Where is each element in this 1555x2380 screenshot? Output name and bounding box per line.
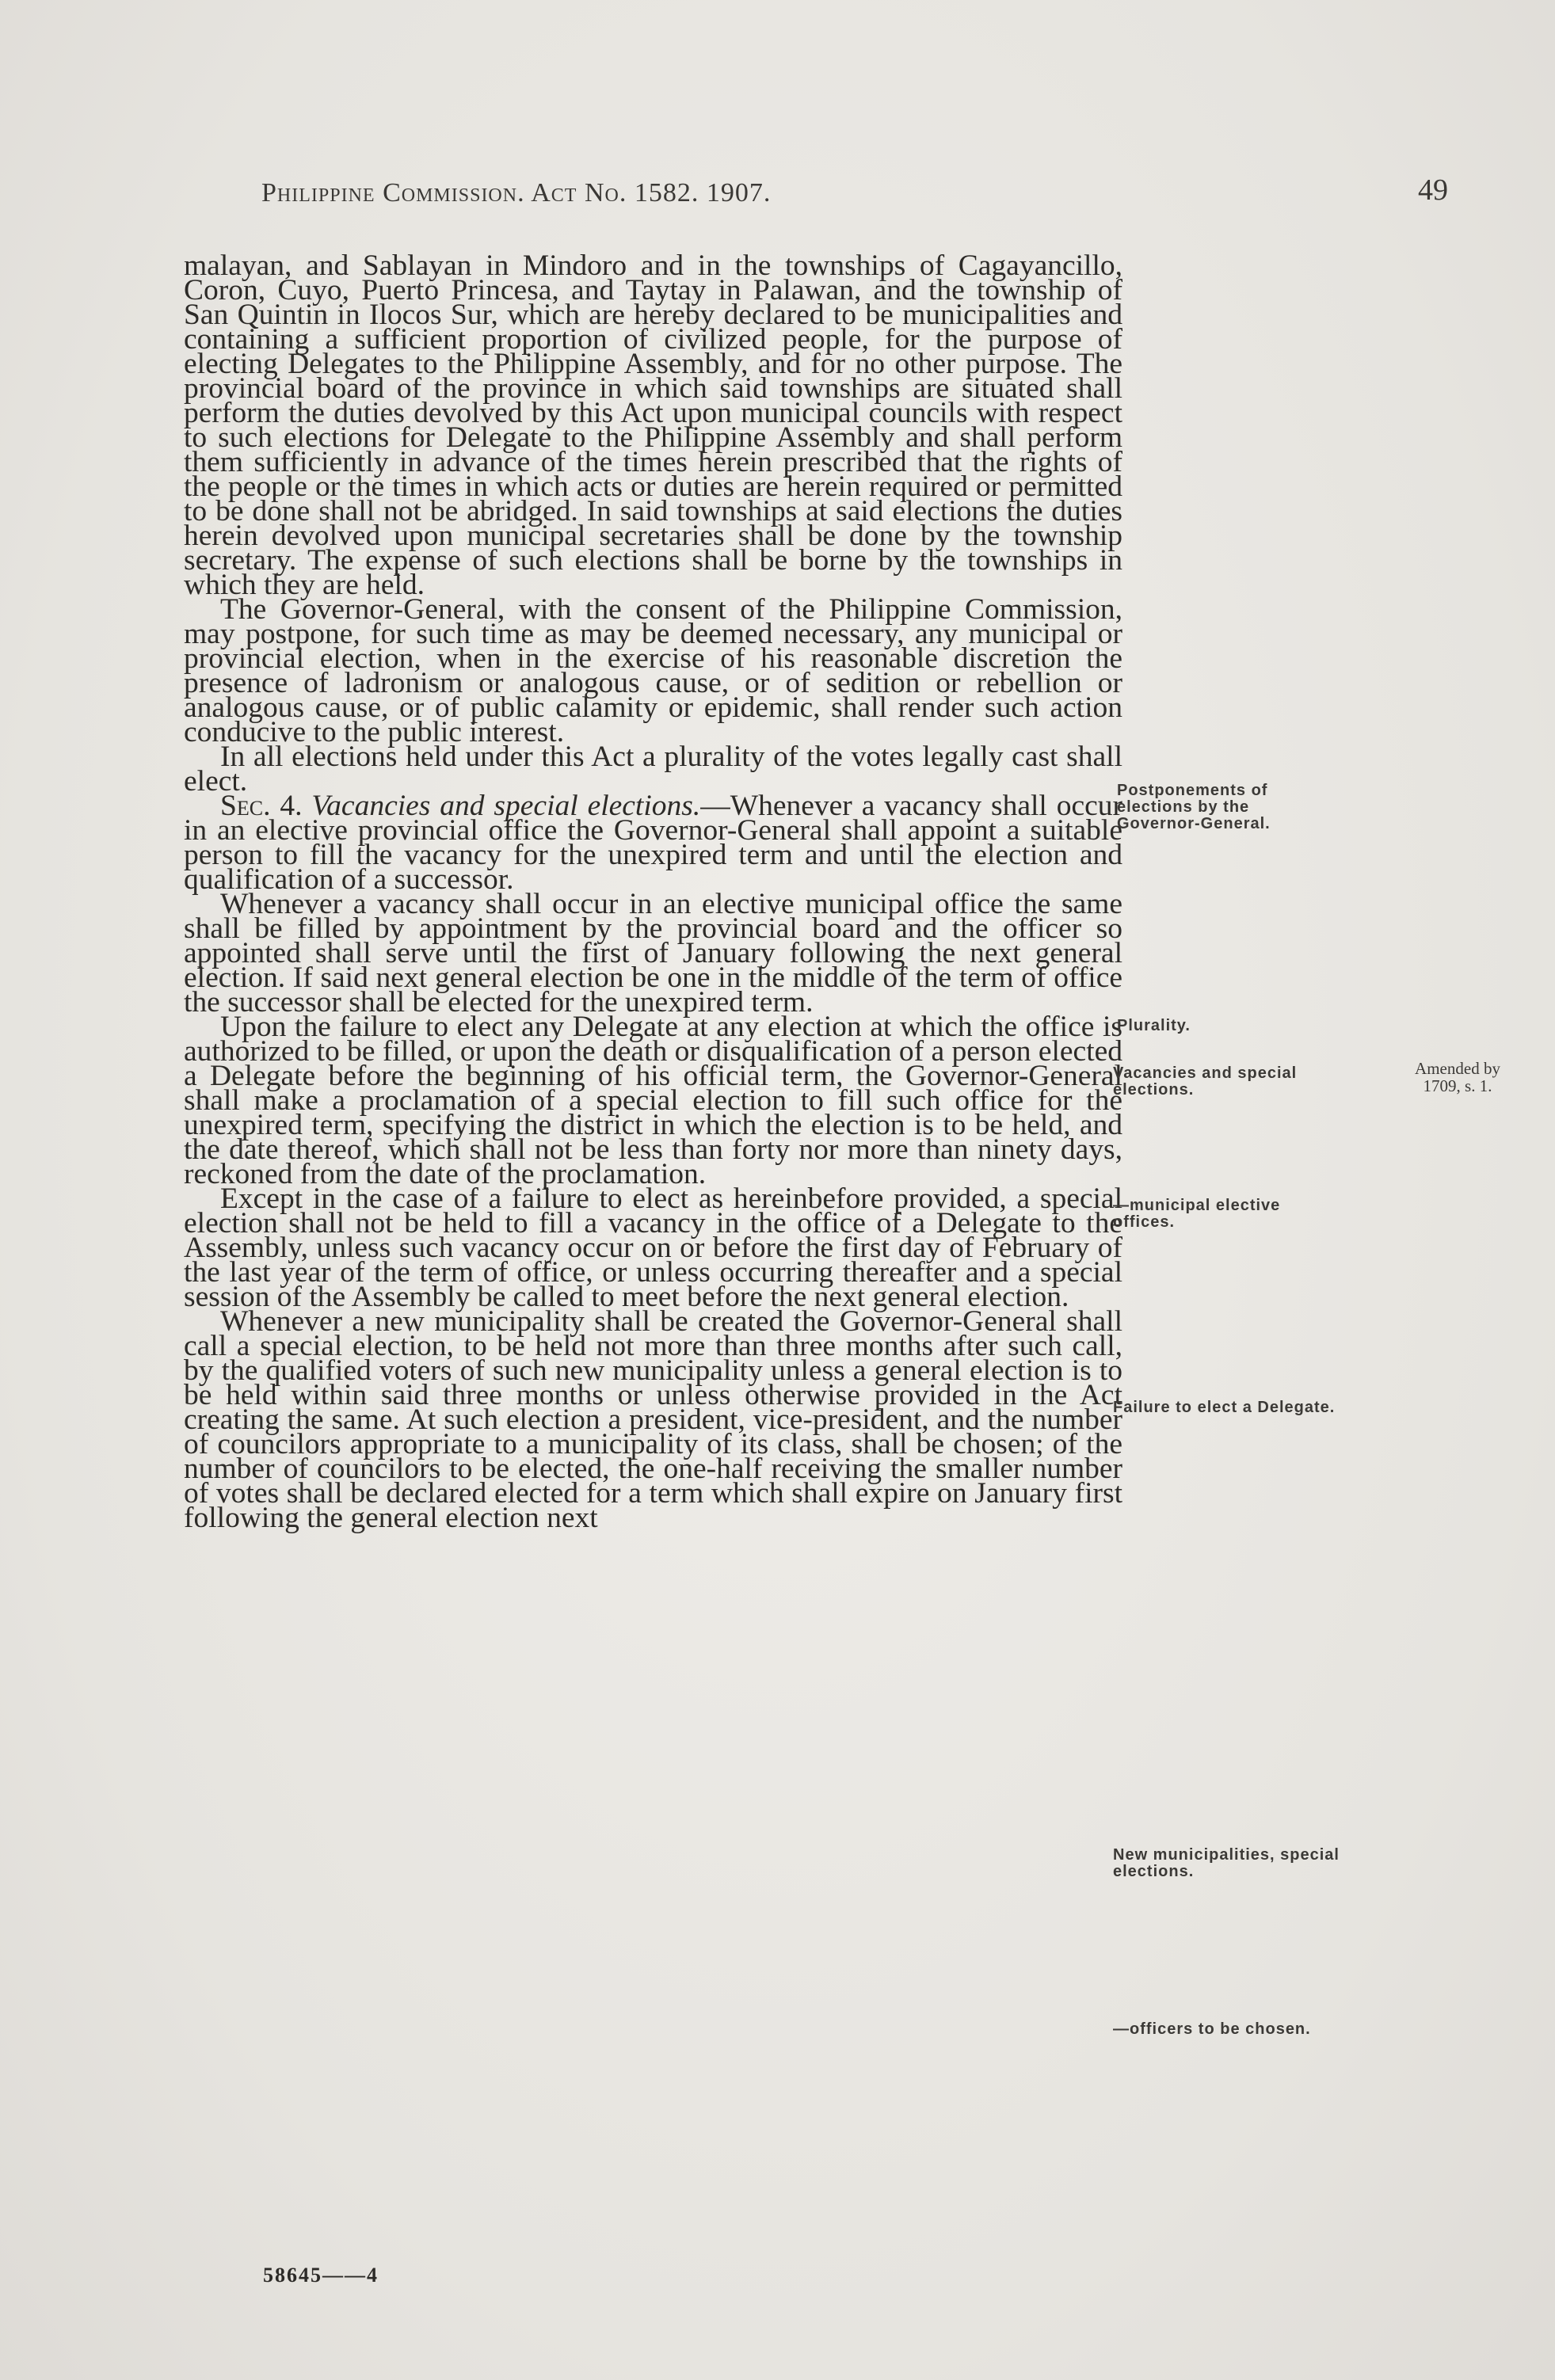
paragraph-municipal-vacancy: Whenever a vacancy shall occur in an elective municipal office the same shall be filled by appointment by the provincial board and the officer so appointed shall serve until the first of January following the next general election. If said next general election be one in the middle of the term of office the successor shall be elected for the unexpired term.	[184, 888, 1122, 1019]
margin-note-plurality: Plurality.	[1117, 1017, 1191, 1034]
printer-signature: 58645——4	[263, 2264, 379, 2287]
paragraph-special-election-limit: Except in the case of a failure to elect as hereinbefore provided, a special election shall not be held to fill a vacancy in the office of a Delegate to the Assembly, unless such vacancy occur on or before the first day of February of the last year of the term of office, or unless occurring thereafter and a special session of the Assembly be called to meet before the next general election.	[184, 1182, 1122, 1313]
paragraph-postponement: The Governor-General, with the consent of the Philippine Commission, may postpone, for such time as may be deemed necessary, any municipal or provincial election, when in the exercise of his reasonable discretion the presence of ladronism or analogous cause, or of sedition or rebellion or analogous cause, or of public calamity or epidemic, shall render such action conducive to the public interest.	[184, 593, 1122, 748]
paragraph-failure-to-elect: Upon the failure to elect any Delegate at any election at which the office is authorized to be filled, or upon the death or disqualification of a person elected a Delegate before the beginning of his official term, the Governor-General shall make a proclamation of a special election to fill such office for the unexpired term, specifying the district in which the election is to be held, and the date thereof, which shall not be less than forty nor more than ninety days, reckoned from the date of the proclamation.	[184, 1011, 1123, 1190]
running-title: Philippine Commission. Act No. 1582. 1907.	[261, 178, 772, 208]
section-number: Sec. 4.	[220, 790, 303, 822]
paragraph-new-municipality: Whenever a new municipality shall be created the Governor-General shall call a special election, to be held not more than three months after such call, by the qualified voters of such new municipality unless a general election is to be held within said three months or unless otherwise provided in the Act creating the same. At such election a president, vice-president, and the number of councilors appropriate to a municipality of its class, shall be chosen; of the number of councilors to be elected, the one-half receiving the smaller number of votes shall be declared elected for a term which shall expire on January first following the general election next	[184, 1305, 1122, 1534]
margin-note-failure: Failure to elect a Delegate.	[1113, 1399, 1336, 1416]
paragraph-continuation: malayan, and Sablayan in Mindoro and in the townships of Cagayancillo, Coron, Cuyo, Puerto Princesa, and Taytay in Palawan, and the township of San Quintin in Ilocos Sur, which are hereby declared to be municipalities and containing a sufficient proportion of civilized people, for the purpose of electing Delegates to the Philippine Assembly, and for no other purpose. The provincial board of the province in which said townships are situated shall perform the duties devolved by this Act upon municipal councils with respect to such elections for Delegate to the Philippine Assembly and shall perform them sufficiently in advance of the times herein prescribed that the rights of the people or the times in which acts or duties are herein required or permitted to be done shall not be abridged. In said townships at said elections the duties herein devolved upon municipal secretaries shall be done by the township secretary. The expense of such elections shall be borne by the townships in which they are held.	[184, 249, 1122, 601]
paragraph-section-4	[184, 790, 1123, 896]
margin-note-postponements: Postponements of elections by the Governor-General.	[1117, 782, 1271, 832]
margin-note-new-municipalities: New municipalities, special elections.	[1113, 1846, 1340, 1880]
body-text	[184, 249, 1123, 1534]
margin-note-amended: Amended by 1709, s. 1.	[1415, 1059, 1500, 1095]
paragraph-plurality: In all elections held under this Act a plurality of the votes legally cast shall elect.	[184, 741, 1122, 798]
margin-note-officers: —officers to be chosen.	[1113, 2020, 1311, 2038]
margin-note-municipal-offices: —municipal elective offices.	[1113, 1197, 1281, 1231]
section-text: —Whenever a vacancy shall occur in an elective provincial office the Governor-General shall appoint a suitable person to fill the vacancy for the unexpired term and until the election and qualification of a successor.	[184, 790, 1123, 896]
margin-note-vacancies: Vacancies and special elections.	[1113, 1064, 1298, 1099]
page-number: 49	[1418, 173, 1448, 207]
section-title: Vacancies and special elections.	[311, 790, 701, 822]
